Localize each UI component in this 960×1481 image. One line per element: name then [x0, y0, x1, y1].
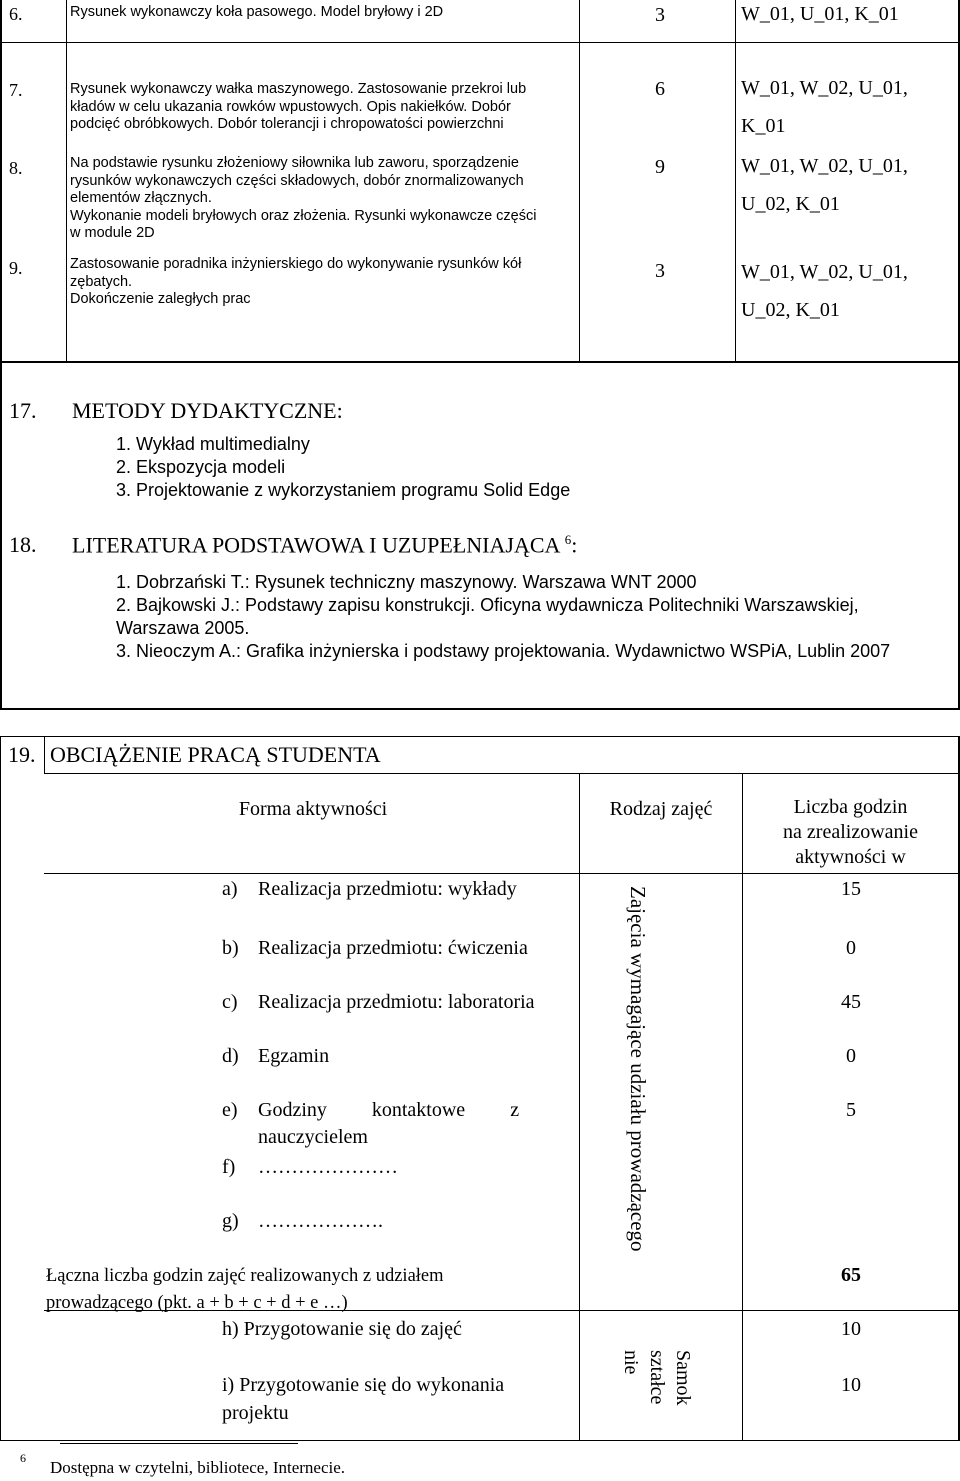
list-item: 3. Projektowanie z wykorzystaniem programu Solid Edge [116, 480, 571, 500]
row-activity: Egzamin [258, 1045, 330, 1067]
codes-line: U_02, K_01 [741, 193, 840, 215]
self-study-hours: 10 [841, 1318, 861, 1340]
desc-line: podcięć obróbkowych. Dobór tolerancji i chropowatości powierzchni [70, 116, 504, 132]
vertical-line: ształce [646, 1350, 668, 1405]
section-number: 19. [8, 742, 36, 767]
topic-number: 9. [9, 258, 23, 278]
section-number: 18. [9, 532, 37, 557]
self-study-hours: 10 [841, 1374, 861, 1396]
row-hours: 5 [846, 1099, 856, 1121]
row-activity-continued: nauczycielem [258, 1126, 368, 1148]
self-study-activity-continued: projektu [222, 1402, 289, 1424]
total-hours: 65 [841, 1264, 861, 1286]
codes-line: W_01, W_02, U_01, [741, 261, 908, 283]
section-title-colon: : [571, 532, 578, 558]
list-item: 2. Bajkowski J.: Podstawy zapisu konstrukcji. Oficyna wydawnicza Politechniki Warszawskiej, [116, 595, 859, 615]
codes-line: K_01 [741, 115, 786, 137]
desc-line: Dokończenie zaległych prac [70, 291, 251, 307]
topic-codes [741, 0, 899, 33]
total-label-line: Łączna liczba godzin zajęć realizowanych z udziałem [46, 1266, 444, 1286]
row-letter: e) [222, 1099, 238, 1121]
codes-line: W_01, W_02, U_01, [741, 77, 908, 99]
desc-line: zębatych. [70, 273, 133, 290]
footnote-mark: 6 [20, 1451, 26, 1465]
row-activity: ………………. [258, 1210, 383, 1232]
section-title [72, 532, 577, 558]
footnote-ref: 6 [564, 532, 572, 547]
header-line: aktywności w [795, 846, 906, 868]
desc-line: w module 2D [70, 225, 155, 241]
self-study-activity: h) Przygotowanie się do zajęć [222, 1318, 462, 1340]
topic-hours: 6 [655, 78, 665, 100]
footnote-text: Dostępna w czytelni, bibliotece, Internecie. [50, 1458, 346, 1477]
column-header-hours [743, 795, 958, 870]
section-title: OBCIĄŻENIE PRACĄ STUDENTA [50, 742, 381, 767]
column-header-type: Rodzaj zajęć [609, 798, 713, 820]
codes-line: W_01, W_02, U_01, [741, 155, 908, 177]
total-label-line: prowadzącego (pkt. a + b + c + d + e …) [46, 1293, 348, 1313]
row-letter: f) [222, 1156, 236, 1178]
topic-description [70, 256, 521, 309]
self-study-type-label [618, 1350, 696, 1406]
row-hours: 15 [841, 878, 861, 900]
total-label [46, 1263, 444, 1317]
desc-line: Rysunek wykonawczy koła pasowego. Model bryłowy i 2D [70, 4, 444, 20]
topic-codes [741, 147, 908, 223]
row-activity: Realizacja przedmiotu: laboratoria [258, 991, 535, 1013]
row-activity: Godziny kontaktowe z [258, 1099, 520, 1121]
row-activity: Realizacja przedmiotu: wykłady [258, 878, 517, 900]
row-letter: d) [222, 1045, 239, 1067]
desc-line: Zastosowanie poradnika inżynierskiego do wykonywanie rysunków kół [70, 256, 522, 272]
topic-hours: 3 [655, 4, 665, 26]
topic-hours: 9 [655, 156, 665, 178]
topic-hours: 3 [655, 260, 665, 282]
section-title: METODY DYDAKTYCZNE: [72, 398, 343, 423]
vertical-line: nie [620, 1350, 642, 1375]
topic-description [70, 81, 526, 134]
section-title-text: LITERATURA PODSTAWOWA I UZUPEŁNIAJĄCA [72, 532, 560, 558]
header-line: na zrealizowanie [783, 821, 918, 843]
list-item: 1. Dobrzański T.: Rysunek techniczny maszynowy. Warszawa WNT 2000 [116, 572, 697, 592]
row-activity: Realizacja przedmiotu: ćwiczenia [258, 937, 528, 959]
topic-description [70, 4, 443, 22]
desc-line: elementów złącznych. [70, 190, 212, 206]
desc-line: Wykonanie modeli bryłowych oraz złożenia. Rysunki wykonawcze części [70, 207, 537, 224]
row-letter: a) [222, 878, 238, 900]
contact-type-label: Zajęcia wymagające udziału prowadzącego [626, 886, 650, 1252]
header-line: Liczba godzin [793, 796, 908, 818]
codes-line: U_02, K_01 [741, 299, 840, 321]
topic-number: 8. [9, 158, 23, 178]
row-letter: c) [222, 991, 238, 1013]
self-study-type-cell [580, 1312, 742, 1440]
row-letter: b) [222, 937, 239, 959]
list-item-continued: Warszawa 2005. [116, 618, 250, 638]
desc-line: kładów w celu ukazania rowków wpustowych. Opis nakiełków. Dobór [70, 98, 511, 115]
list-item: 1. Wykład multimedialny [116, 434, 310, 454]
row-activity: ………………… [258, 1156, 398, 1178]
list-item: 2. Ekspozycja modeli [116, 457, 286, 477]
list-item: 3. Nieoczym A.: Grafika inżynierska i podstawy projektowania. Wydawnictwo WSPiA, Lublin 2007 [116, 641, 891, 661]
topic-codes [741, 253, 908, 329]
topic-number: 7. [9, 80, 23, 100]
self-study-activity: i) Przygotowanie się do wykonania [222, 1374, 505, 1396]
desc-line: rysunków wykonawczych części składowych, dobór znormalizowanych [70, 172, 524, 189]
row-hours: 0 [846, 1045, 856, 1067]
topic-description [70, 155, 536, 243]
row-hours: 0 [846, 937, 856, 959]
row-letter: g) [222, 1210, 239, 1232]
desc-line: Rysunek wykonawczy wałka maszynowego. Zastosowanie przekroi lub [70, 81, 527, 97]
vertical-line: Samok [672, 1350, 694, 1406]
topic-codes [741, 69, 908, 145]
topic-number: 6. [9, 4, 23, 24]
codes-line: W_01, U_01, K_01 [741, 3, 899, 25]
row-hours: 45 [841, 991, 861, 1013]
section-number: 17. [9, 398, 37, 423]
desc-line: Na podstawie rysunku złożeniowy siłownika lub zaworu, sporządzenie [70, 155, 519, 171]
methods-list [116, 433, 570, 502]
literature-list [116, 571, 890, 663]
column-header-activity: Forma aktywności [238, 798, 388, 820]
